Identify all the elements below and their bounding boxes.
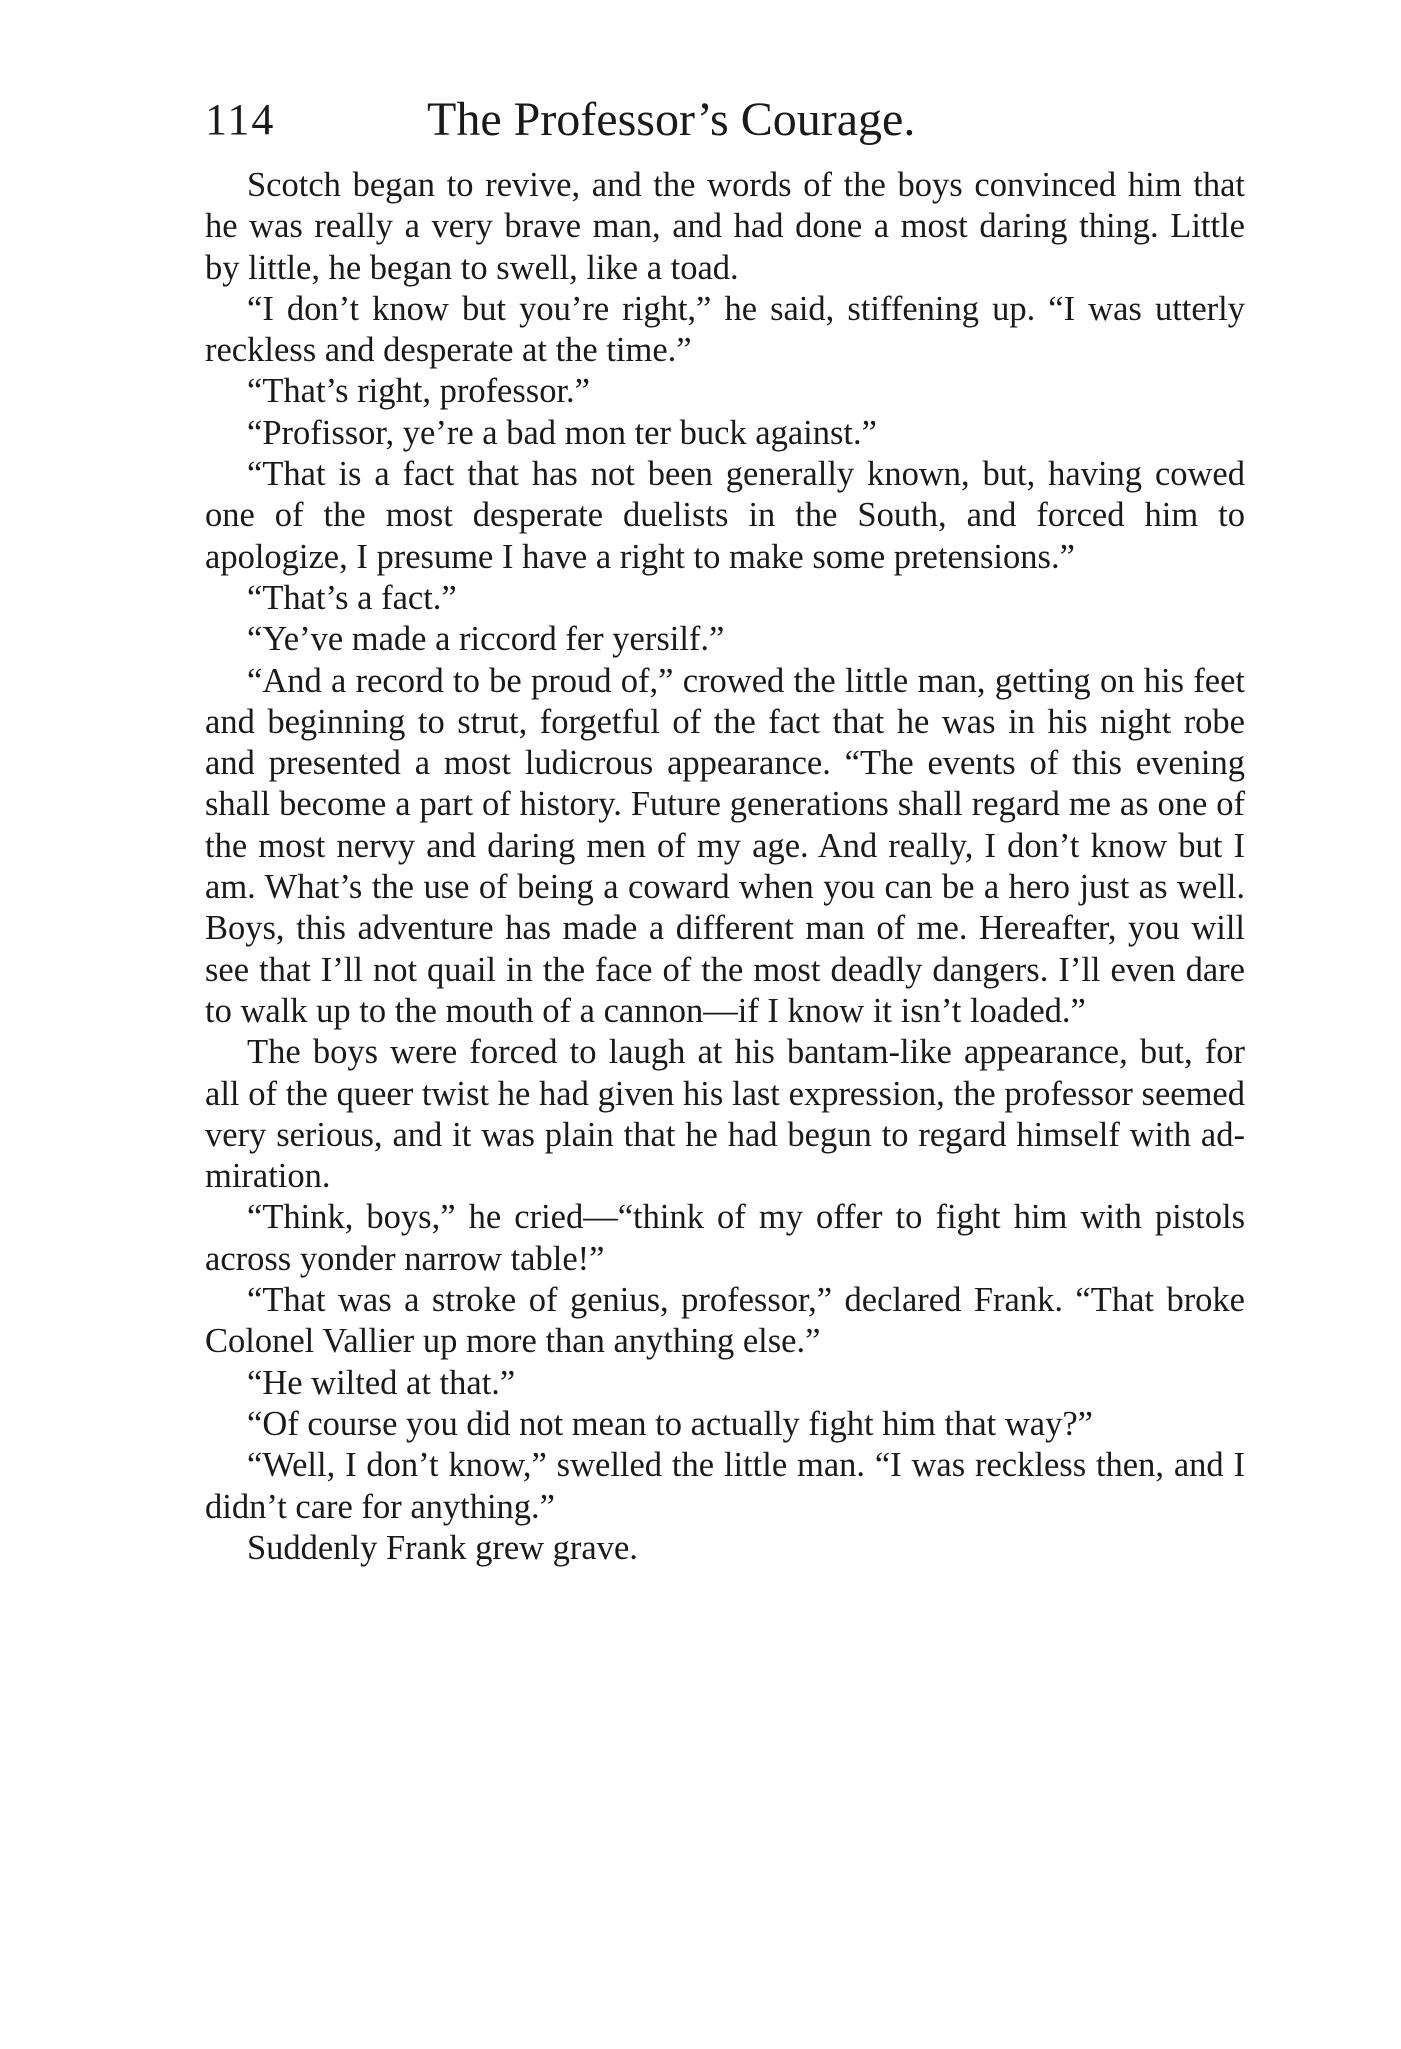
running-head [205, 88, 1245, 152]
paragraph: “Well, I don’t know,” swelled the little man. “I was reckless then, and I didn’t care for anything.” [205, 1446, 1245, 1526]
body-text [205, 165, 1245, 1569]
paragraph: Suddenly Frank grew grave. [247, 1528, 638, 1567]
paragraph: “That’s a fact.” [247, 578, 457, 617]
paragraph: “He wilted at that.” [247, 1363, 516, 1402]
paragraph: “Think, boys,” he cried—“think of my offer to fight him with pistols across yonder narrow table!” [205, 1198, 1245, 1278]
paragraph: “And a record to be proud of,” crowed the little man, getting on his feet and beginning to strut, forgetful of the fact that he was in his night robe and presented a most ludicrous appearance. “The events of this evening shall become a part of history. Future generations shall regard me as one of the most nervy and daring men of my age. And really, I don’t know but I am. What’s the use of being a coward when you can be a hero just as well. Boys, this adventure has made a different man of me. Hereafter, you will see that I’ll not quail in the face of the most deadly dangers. I’ll even dare to walk up to the mouth of a cannon—if I know it isn’t loaded.” [205, 661, 1245, 1030]
running-title: The Professor’s Courage. [427, 93, 916, 146]
paragraph: “Ye’ve made a riccord fer yersilf.” [247, 620, 725, 659]
paragraph: “That’s right, professor.” [247, 372, 590, 411]
paragraph: “Profissor, ye’re a bad mon ter buck against.” [247, 413, 877, 452]
paragraph: Scotch began to revive, and the words of the boys convinced him that he was really a very brave man, and had done a most daring thing. Little by little, he began to swell, like a toad. [205, 166, 1245, 287]
paragraph: “That is a fact that has not been generally known, but, having cowed one of the most desperate duelists in the South, and forced him to apologize, I presume I have a right to make some pretensions.” [205, 455, 1245, 576]
paragraph: The boys were forced to laugh at his bantam-like appearance, but, for all of the queer twist he had given his last expression, the professor seemed very serious, and it was plain that he had begun to regard himself with admiration. [205, 1033, 1245, 1196]
paragraph: “Of course you did not mean to actually fight him that way?” [247, 1404, 1093, 1443]
page-number: 114 [205, 95, 276, 144]
paragraph: “That was a stroke of genius, professor,” declared Frank. “That broke Colonel Vallier up more than anything else.” [205, 1281, 1245, 1361]
paragraph: “I don’t know but you’re right,” he said, stiffening up. “I was utterly reckless and desperate at the time.” [205, 289, 1245, 370]
